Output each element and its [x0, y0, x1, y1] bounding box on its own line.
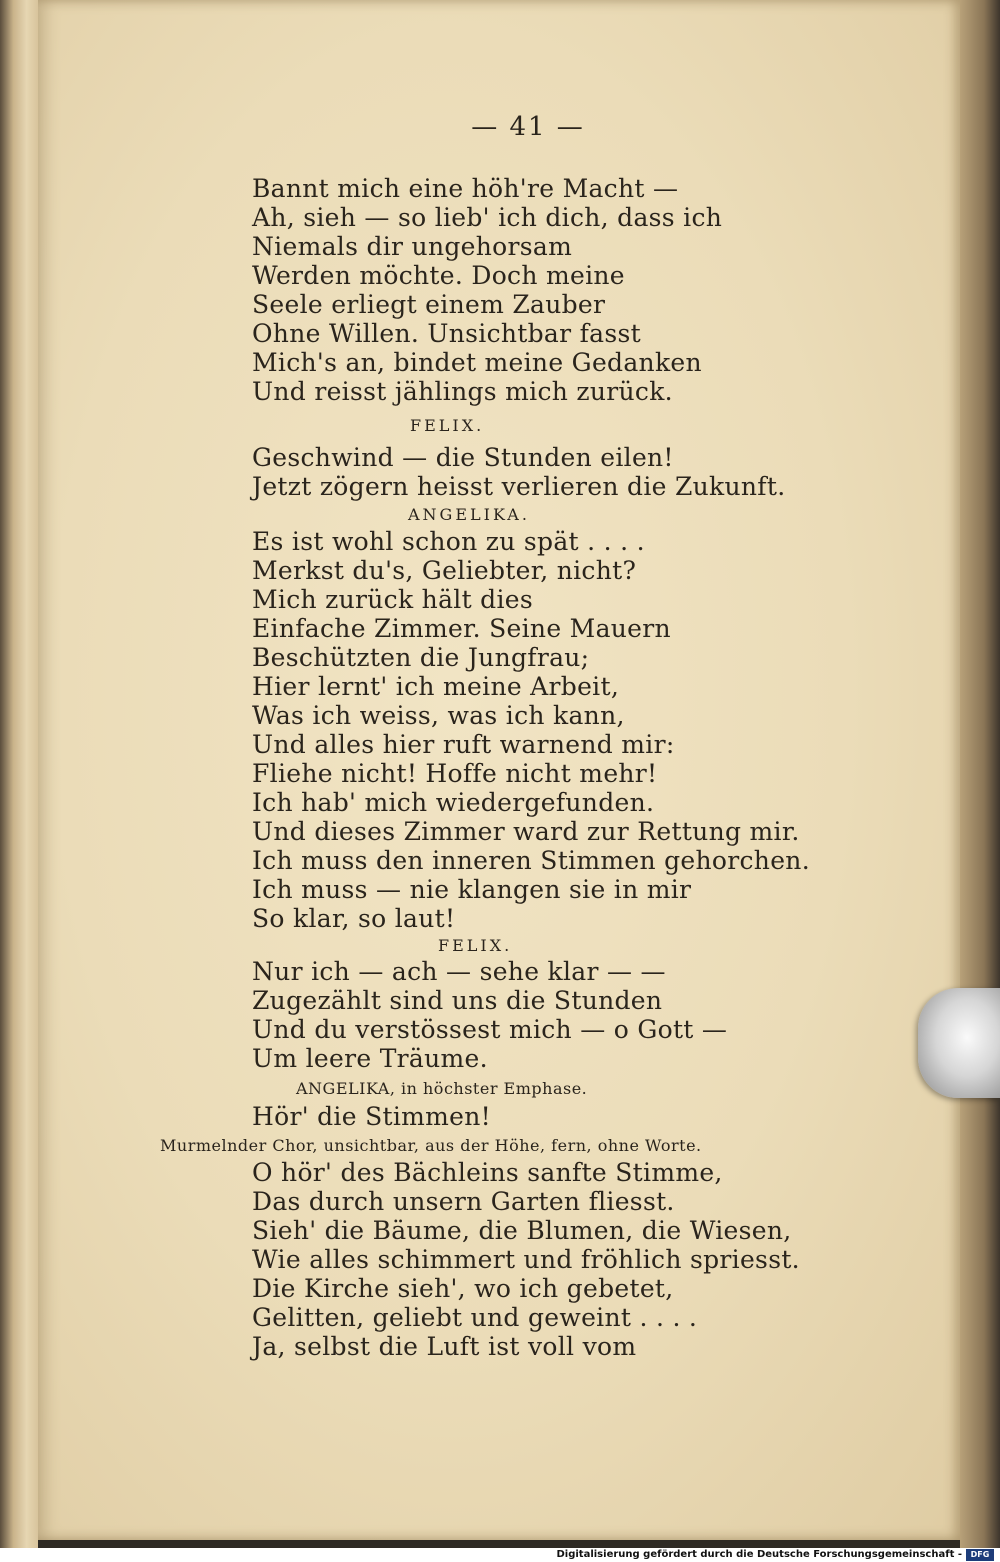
text-line: Hör' die Stimmen!	[252, 1102, 491, 1131]
text-line: Und reisst jählings mich zurück.	[252, 377, 673, 406]
text-line: Ich hab' mich wiedergefunden.	[252, 788, 655, 817]
speaker-label: FELIX.	[438, 936, 513, 955]
text-line: Wie alles schimmert und fröhlich spriesst.	[252, 1245, 800, 1274]
text-line: Jetzt zögern heisst verlieren die Zukunft.	[252, 472, 786, 501]
page-clip	[918, 988, 1000, 1098]
text-line: Ich muss — nie klangen sie in mir	[252, 875, 692, 904]
text-line: Zugezählt sind uns die Stunden	[252, 986, 663, 1015]
speaker-label: FELIX.	[410, 416, 485, 435]
text-line: Einfache Zimmer. Seine Mauern	[252, 614, 671, 643]
text-line: Nur ich — ach — sehe klar — —	[252, 957, 666, 986]
text-line: Die Kirche sieh', wo ich gebetet,	[252, 1274, 674, 1303]
book-page	[38, 0, 960, 1540]
text-line: Und du verstössest mich — o Gott —	[252, 1015, 728, 1044]
text-line: So klar, so laut!	[252, 904, 456, 933]
text-line: Fliehe nicht! Hoffe nicht mehr!	[252, 759, 658, 788]
text-line: Ohne Willen. Unsichtbar fasst	[252, 319, 641, 348]
text-line: Niemals dir ungehorsam	[252, 232, 573, 261]
text-line: Und dieses Zimmer ward zur Rettung mir.	[252, 817, 800, 846]
text-line: Und alles hier ruft warnend mir:	[252, 730, 675, 759]
text-line: Gelitten, geliebt und geweint . . . .	[252, 1303, 698, 1332]
text-line: Mich zurück hält dies	[252, 585, 533, 614]
text-line: Ich muss den inneren Stimmen gehorchen.	[252, 846, 810, 875]
text-line: Mich's an, bindet meine Gedanken	[252, 348, 702, 377]
text-line: Bannt mich eine höh're Macht —	[252, 174, 679, 203]
digitization-footer	[0, 1548, 1000, 1562]
text-line: Beschützten die Jungfrau;	[252, 643, 590, 672]
stage-direction: Murmelnder Chor, unsichtbar, aus der Höhe, fern, ohne Worte.	[160, 1136, 702, 1155]
speaker-label: ANGELIKA.	[408, 505, 530, 524]
funding-credit: Digitalisierung gefördert durch die Deutsche Forschungsgemeinschaft -	[556, 1549, 962, 1560]
text-line: Geschwind — die Stunden eilen!	[252, 443, 674, 472]
dfg-logo-icon: DFG	[966, 1549, 994, 1561]
text-line: Es ist wohl schon zu spät . . . .	[252, 527, 645, 556]
text-line: Sieh' die Bäume, die Blumen, die Wiesen,	[252, 1216, 792, 1245]
page-number: — 41 —	[471, 112, 585, 142]
text-line: Hier lernt' ich meine Arbeit,	[252, 672, 620, 701]
speaker-stage-direction: ANGELIKA, in höchster Emphase.	[296, 1079, 588, 1098]
text-line: Das durch unsern Garten fliesst.	[252, 1187, 675, 1216]
text-line: Ah, sieh — so lieb' ich dich, dass ich	[252, 203, 723, 232]
text-line: Ja, selbst die Luft ist voll vom	[252, 1332, 637, 1361]
text-line: Was ich weiss, was ich kann,	[252, 701, 625, 730]
page-edge	[960, 0, 1000, 1548]
text-line: Werden möchte. Doch meine	[252, 261, 625, 290]
text-line: Um leere Träume.	[252, 1044, 488, 1073]
book-spine	[0, 0, 38, 1548]
text-line: O hör' des Bächleins sanfte Stimme,	[252, 1158, 723, 1187]
text-line: Seele erliegt einem Zauber	[252, 290, 606, 319]
text-line: Merkst du's, Geliebter, nicht?	[252, 556, 637, 585]
